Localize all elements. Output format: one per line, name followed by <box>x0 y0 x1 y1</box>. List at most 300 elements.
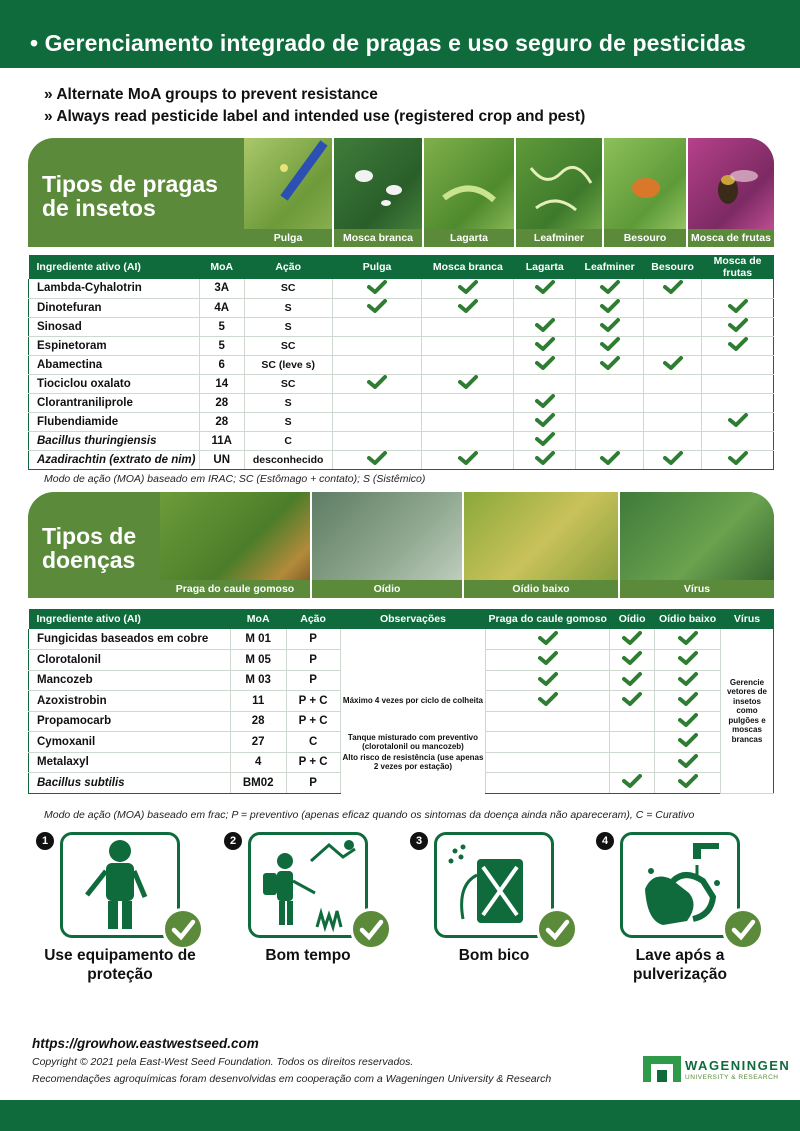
check-cell <box>576 393 644 412</box>
checkmark-icon <box>600 356 620 373</box>
table-row <box>29 317 774 336</box>
photo-caption: Vírus <box>620 580 774 598</box>
table-row <box>29 650 774 671</box>
observation-cell <box>340 711 486 732</box>
check-cell <box>576 450 644 469</box>
check-cell <box>644 355 702 374</box>
photo-oidio-baixo <box>464 492 620 598</box>
active-ingredient-cell: Cymoxanil <box>29 732 231 753</box>
check-cell <box>332 431 422 450</box>
checkmark-icon <box>622 631 642 648</box>
column-header: Besouro <box>644 255 702 279</box>
action-cell: P <box>286 650 340 671</box>
protective-suit-icon <box>63 835 177 935</box>
column-header: Lagarta <box>514 255 576 279</box>
moa-cell: 14 <box>199 374 244 393</box>
check-cell <box>514 279 576 298</box>
observation-text: Máximo 4 vezes por ciclo de colheita <box>342 696 483 706</box>
check-cell <box>422 279 514 298</box>
insect-title-line: de insetos <box>42 195 156 221</box>
table-row <box>29 355 774 374</box>
action-cell: SC <box>244 279 332 298</box>
check-cell <box>702 431 774 450</box>
check-cell <box>332 374 422 393</box>
check-cell <box>644 298 702 317</box>
check-cell <box>576 336 644 355</box>
tip-number: 3 <box>410 832 428 850</box>
check-cell <box>514 450 576 469</box>
disease-fungicide-table <box>28 609 774 794</box>
check-cell <box>576 317 644 336</box>
column-header: Ingrediente ativo (AI) <box>29 609 231 629</box>
tip-number: 1 <box>36 832 54 850</box>
check-cell <box>422 336 514 355</box>
checkmark-icon <box>535 356 555 373</box>
bullet-item: » Always read pesticide label and intended use (registered crop and pest) <box>44 106 585 128</box>
table-row <box>29 450 774 469</box>
checkmark-icon <box>535 337 555 354</box>
check-cell <box>702 336 774 355</box>
footer-bar <box>0 1100 800 1131</box>
checkmark-icon <box>458 299 478 316</box>
moa-cell: 3A <box>199 279 244 298</box>
action-cell: SC <box>244 374 332 393</box>
active-ingredient-cell: Azoxistrobin <box>29 691 231 712</box>
disease-title-line: doenças <box>42 547 136 573</box>
check-cell <box>332 393 422 412</box>
checkmark-icon <box>728 299 748 316</box>
active-ingredient-cell: Dinotefuran <box>29 298 200 317</box>
checkmark-icon <box>535 280 555 297</box>
website-link[interactable]: https://growhow.eastwestseed.com <box>32 1036 259 1051</box>
check-cell <box>422 374 514 393</box>
table-row <box>29 336 774 355</box>
check-cell <box>332 298 422 317</box>
checkmark-icon <box>728 337 748 354</box>
sprayer-weather-icon <box>251 835 365 935</box>
check-cell <box>422 355 514 374</box>
checkmark-icon <box>600 337 620 354</box>
check-cell <box>486 773 610 794</box>
check-cell <box>514 336 576 355</box>
check-cell <box>655 691 721 712</box>
insect-section-title <box>42 172 218 220</box>
table-row <box>29 670 774 691</box>
observation-cell <box>340 773 486 794</box>
checkmark-icon <box>600 318 620 335</box>
checkmark-icon <box>535 413 555 430</box>
check-cell <box>576 298 644 317</box>
observation-cell <box>340 650 486 671</box>
checkmark-icon <box>535 432 555 449</box>
column-header: Vírus <box>720 609 773 629</box>
check-cell <box>332 317 422 336</box>
check-cell <box>644 317 702 336</box>
photo-caption: Praga do caule gomoso <box>160 580 310 598</box>
fruit-fly-pest-illustration <box>688 138 774 228</box>
checkmark-icon <box>678 651 698 668</box>
check-cell <box>422 317 514 336</box>
check-cell <box>610 711 655 732</box>
column-header: Mosca branca <box>422 255 514 279</box>
observation-cell <box>340 752 486 773</box>
tip-number: 2 <box>224 832 242 850</box>
wageningen-logo <box>643 1056 791 1087</box>
disease-title-line: Tipos de <box>42 523 137 549</box>
moa-cell: UN <box>199 450 244 469</box>
whitefly-pest-illustration <box>334 138 424 228</box>
active-ingredient-cell: Fungicidas baseados em cobre <box>29 629 231 650</box>
hand-wash-icon <box>623 835 737 935</box>
photo-pulga <box>244 138 334 247</box>
checkmark-icon <box>678 713 698 730</box>
table-row <box>29 279 774 298</box>
checkmark-badge-icon <box>722 908 764 950</box>
check-cell <box>610 629 655 650</box>
tip-number: 4 <box>596 832 614 850</box>
insect-title-line: Tipos de pragas <box>42 171 218 197</box>
checkmark-icon <box>367 280 387 297</box>
check-cell <box>644 393 702 412</box>
moa-cell: 5 <box>199 336 244 355</box>
table-row <box>29 374 774 393</box>
moa-cell: M 01 <box>230 629 286 650</box>
check-cell <box>610 691 655 712</box>
check-cell <box>514 431 576 450</box>
column-header: Ação <box>244 255 332 279</box>
tip-label: Lave após a pulverização <box>633 947 727 983</box>
check-cell <box>702 298 774 317</box>
checkmark-icon <box>367 451 387 468</box>
check-cell <box>644 431 702 450</box>
check-cell <box>486 670 610 691</box>
column-header: Leafminer <box>576 255 644 279</box>
column-header: MoA <box>230 609 286 629</box>
column-header: Oídio baixo <box>655 609 721 629</box>
photo-leafminer <box>516 138 604 247</box>
disease-section-header <box>28 492 774 598</box>
checkmark-icon <box>367 375 387 392</box>
checkmark-badge-icon <box>162 908 204 950</box>
photo-caption: Mosca branca <box>334 229 422 247</box>
column-header: MoA <box>199 255 244 279</box>
checkmark-icon <box>622 651 642 668</box>
checkmark-badge-icon <box>536 908 578 950</box>
check-cell <box>332 355 422 374</box>
checkmark-icon <box>535 318 555 335</box>
check-cell <box>576 279 644 298</box>
check-cell <box>702 355 774 374</box>
column-header: Oídio <box>610 609 655 629</box>
check-cell <box>576 412 644 431</box>
tip-label: Bom bico <box>458 947 530 964</box>
active-ingredient-cell: Bacillus subtilis <box>29 773 231 794</box>
photo-lagarta <box>424 138 516 247</box>
active-ingredient-cell: Metalaxyl <box>29 752 231 773</box>
insect-moa-note: Modo de ação (MOA) baseado em IRAC; SC (Estômago + contato); S (Sistêmico) <box>44 473 426 485</box>
checkmark-icon <box>728 413 748 430</box>
check-cell <box>610 752 655 773</box>
table-row <box>29 629 774 650</box>
action-cell: P + C <box>286 752 340 773</box>
moa-cell: 11 <box>230 691 286 712</box>
check-cell <box>332 412 422 431</box>
credit-text: Recomendações agroquímicas foram desenvolvidas em cooperação com a Wageningen University & Research <box>32 1073 552 1085</box>
wur-logo-mark-icon <box>643 1056 681 1082</box>
observation-cell <box>340 691 486 712</box>
page-title: • Gerenciamento integrado de pragas e uso seguro de pesticidas <box>30 30 746 56</box>
action-cell: S <box>244 317 332 336</box>
moa-cell: M 05 <box>230 650 286 671</box>
photo-praga-caule-gomoso <box>160 492 312 598</box>
check-cell <box>486 752 610 773</box>
action-cell: C <box>244 431 332 450</box>
checkmark-icon <box>458 375 478 392</box>
moa-cell: 28 <box>230 711 286 732</box>
check-cell <box>486 732 610 753</box>
checkmark-icon <box>622 672 642 689</box>
knapsack-sprayer-icon <box>437 835 551 935</box>
checkmark-badge-icon <box>350 908 392 950</box>
photo-caption: Pulga <box>244 229 332 247</box>
check-cell <box>610 732 655 753</box>
aphid-pest-illustration <box>244 138 334 228</box>
table-header-row <box>29 609 774 629</box>
tip-label: Use equipamento de proteção <box>44 947 196 983</box>
insect-section-header <box>28 138 774 247</box>
action-cell: P + C <box>286 711 340 732</box>
photo-virus <box>620 492 774 598</box>
active-ingredient-cell: Flubendiamide <box>29 412 200 431</box>
observation-cell <box>340 670 486 691</box>
check-cell <box>655 670 721 691</box>
photo-mosca-de-frutas <box>688 138 774 247</box>
key-bullets <box>44 84 585 128</box>
check-cell <box>422 298 514 317</box>
virus-note-cell <box>720 629 773 793</box>
table-row <box>29 773 774 794</box>
table-row <box>29 431 774 450</box>
checkmark-icon <box>728 451 748 468</box>
check-cell <box>644 450 702 469</box>
check-cell <box>486 711 610 732</box>
checkmark-icon <box>622 692 642 709</box>
action-cell: SC <box>244 336 332 355</box>
check-cell <box>514 393 576 412</box>
moa-cell: 4 <box>230 752 286 773</box>
active-ingredient-cell: Tiociclou oxalato <box>29 374 200 393</box>
column-header: Praga do caule gomoso <box>486 609 610 629</box>
observation-cell <box>340 732 486 753</box>
checkmark-icon <box>367 299 387 316</box>
photo-caption: Mosca de frutas <box>688 229 774 247</box>
check-cell <box>514 412 576 431</box>
checkmark-icon <box>538 631 558 648</box>
active-ingredient-cell: Clorotalonil <box>29 650 231 671</box>
moa-cell: 28 <box>199 412 244 431</box>
checkmark-icon <box>600 451 620 468</box>
active-ingredient-cell: Espinetoram <box>29 336 200 355</box>
action-cell: S <box>244 298 332 317</box>
checkmark-icon <box>458 280 478 297</box>
active-ingredient-cell: Lambda-Cyhalotrin <box>29 279 200 298</box>
check-cell <box>702 412 774 431</box>
table-row <box>29 393 774 412</box>
photo-caption: Besouro <box>604 229 686 247</box>
observation-text: Tanque misturado com preventivo (clorotalonil ou mancozeb) <box>347 732 479 751</box>
action-cell: P <box>286 773 340 794</box>
leafminer-pest-illustration <box>516 138 604 228</box>
column-header: Ingrediente ativo (AI) <box>29 255 200 279</box>
logo-name: WAGENINGEN <box>685 1058 791 1073</box>
checkmark-icon <box>538 672 558 689</box>
column-header: Pulga <box>332 255 422 279</box>
check-cell <box>610 650 655 671</box>
moa-cell: BM02 <box>230 773 286 794</box>
check-cell <box>514 298 576 317</box>
active-ingredient-cell: Sinosad <box>29 317 200 336</box>
photo-caption: Lagarta <box>424 229 514 247</box>
action-cell: S <box>244 393 332 412</box>
photo-caption: Oídio baixo <box>464 580 618 598</box>
check-cell <box>576 355 644 374</box>
action-cell: P + C <box>286 691 340 712</box>
photo-caption: Oídio <box>312 580 462 598</box>
bullet-item: » Alternate MoA groups to prevent resistance <box>44 84 585 106</box>
moa-cell: 28 <box>199 393 244 412</box>
check-cell <box>702 279 774 298</box>
tip-label: Bom tempo <box>265 947 351 964</box>
action-cell: SC (leve s) <box>244 355 332 374</box>
table-row <box>29 298 774 317</box>
disease-moa-note: Modo de ação (MOA) baseado em frac; P = preventivo (apenas eficaz quando os sintomas da doença ainda não apareceram), C = Curativo <box>44 809 695 821</box>
check-cell <box>576 431 644 450</box>
column-header: Observações <box>340 609 486 629</box>
action-cell: desconhecido <box>244 450 332 469</box>
checkmark-icon <box>538 692 558 709</box>
active-ingredient-cell: Clorantraniliprole <box>29 393 200 412</box>
photo-oidio <box>312 492 464 598</box>
active-ingredient-cell: Propamocarb <box>29 711 231 732</box>
header-bar <box>0 0 800 68</box>
action-cell: C <box>286 732 340 753</box>
beetle-pest-illustration <box>604 138 688 228</box>
check-cell <box>644 279 702 298</box>
check-cell <box>655 732 721 753</box>
check-cell <box>486 650 610 671</box>
check-cell <box>422 412 514 431</box>
check-cell <box>702 393 774 412</box>
observation-cell <box>340 629 486 650</box>
table-row <box>29 732 774 753</box>
check-cell <box>610 773 655 794</box>
observation-text: Alto risco de resistência (use apenas 2 vezes por estação) <box>342 753 484 772</box>
checkmark-icon <box>678 774 698 791</box>
active-ingredient-cell: Azadirachtin (extrato de nim) <box>29 450 200 469</box>
moa-cell: 6 <box>199 355 244 374</box>
moa-cell: M 03 <box>230 670 286 691</box>
check-cell <box>514 317 576 336</box>
table-header-row <box>29 255 774 279</box>
table-row <box>29 691 774 712</box>
check-cell <box>514 374 576 393</box>
check-cell <box>576 374 644 393</box>
check-cell <box>486 691 610 712</box>
check-cell <box>644 412 702 431</box>
checkmark-icon <box>678 672 698 689</box>
checkmark-icon <box>663 356 683 373</box>
checkmark-icon <box>678 754 698 771</box>
check-cell <box>655 711 721 732</box>
checkmark-icon <box>538 651 558 668</box>
caterpillar-pest-illustration <box>424 138 516 228</box>
moa-cell: 27 <box>230 732 286 753</box>
check-cell <box>422 393 514 412</box>
photo-besouro <box>604 138 688 247</box>
disease-section-title <box>42 524 136 572</box>
check-cell <box>332 336 422 355</box>
table-row <box>29 412 774 431</box>
check-cell <box>655 773 721 794</box>
checkmark-icon <box>600 280 620 297</box>
checkmark-icon <box>535 451 555 468</box>
active-ingredient-cell: Bacillus thuringiensis <box>29 431 200 450</box>
check-cell <box>655 629 721 650</box>
checkmark-icon <box>663 451 683 468</box>
copyright-text: Copyright © 2021 pela East-West Seed Foundation. Todos os direitos reservados. <box>32 1056 414 1068</box>
checkmark-icon <box>535 394 555 411</box>
action-cell: P <box>286 670 340 691</box>
check-cell <box>655 650 721 671</box>
moa-cell: 11A <box>199 431 244 450</box>
check-cell <box>644 336 702 355</box>
check-cell <box>644 374 702 393</box>
table-row <box>29 752 774 773</box>
active-ingredient-cell: Abamectina <box>29 355 200 374</box>
column-header: Mosca de frutas <box>702 255 774 279</box>
checkmark-icon <box>622 774 642 791</box>
check-cell <box>422 431 514 450</box>
moa-cell: 5 <box>199 317 244 336</box>
checkmark-icon <box>600 299 620 316</box>
action-cell: P <box>286 629 340 650</box>
check-cell <box>610 670 655 691</box>
active-ingredient-cell: Mancozeb <box>29 670 231 691</box>
table-row <box>29 711 774 732</box>
logo-subtitle: UNIVERSITY & RESEARCH <box>685 1074 779 1081</box>
checkmark-icon <box>678 733 698 750</box>
photo-mosca-branca <box>334 138 424 247</box>
checkmark-icon <box>458 451 478 468</box>
check-cell <box>702 450 774 469</box>
checkmark-icon <box>728 318 748 335</box>
moa-cell: 4A <box>199 298 244 317</box>
check-cell <box>702 317 774 336</box>
check-cell <box>702 374 774 393</box>
virus-note-text: Gerencie vetores de insetos como pulgões e moscas brancas <box>726 677 767 744</box>
checkmark-icon <box>678 631 698 648</box>
action-cell: S <box>244 412 332 431</box>
check-cell <box>655 752 721 773</box>
check-cell <box>514 355 576 374</box>
photo-caption: Leafminer <box>516 229 602 247</box>
check-cell <box>486 629 610 650</box>
column-header: Ação <box>286 609 340 629</box>
checkmark-icon <box>663 280 683 297</box>
check-cell <box>332 450 422 469</box>
insect-pesticide-table <box>28 255 774 470</box>
check-cell <box>422 450 514 469</box>
